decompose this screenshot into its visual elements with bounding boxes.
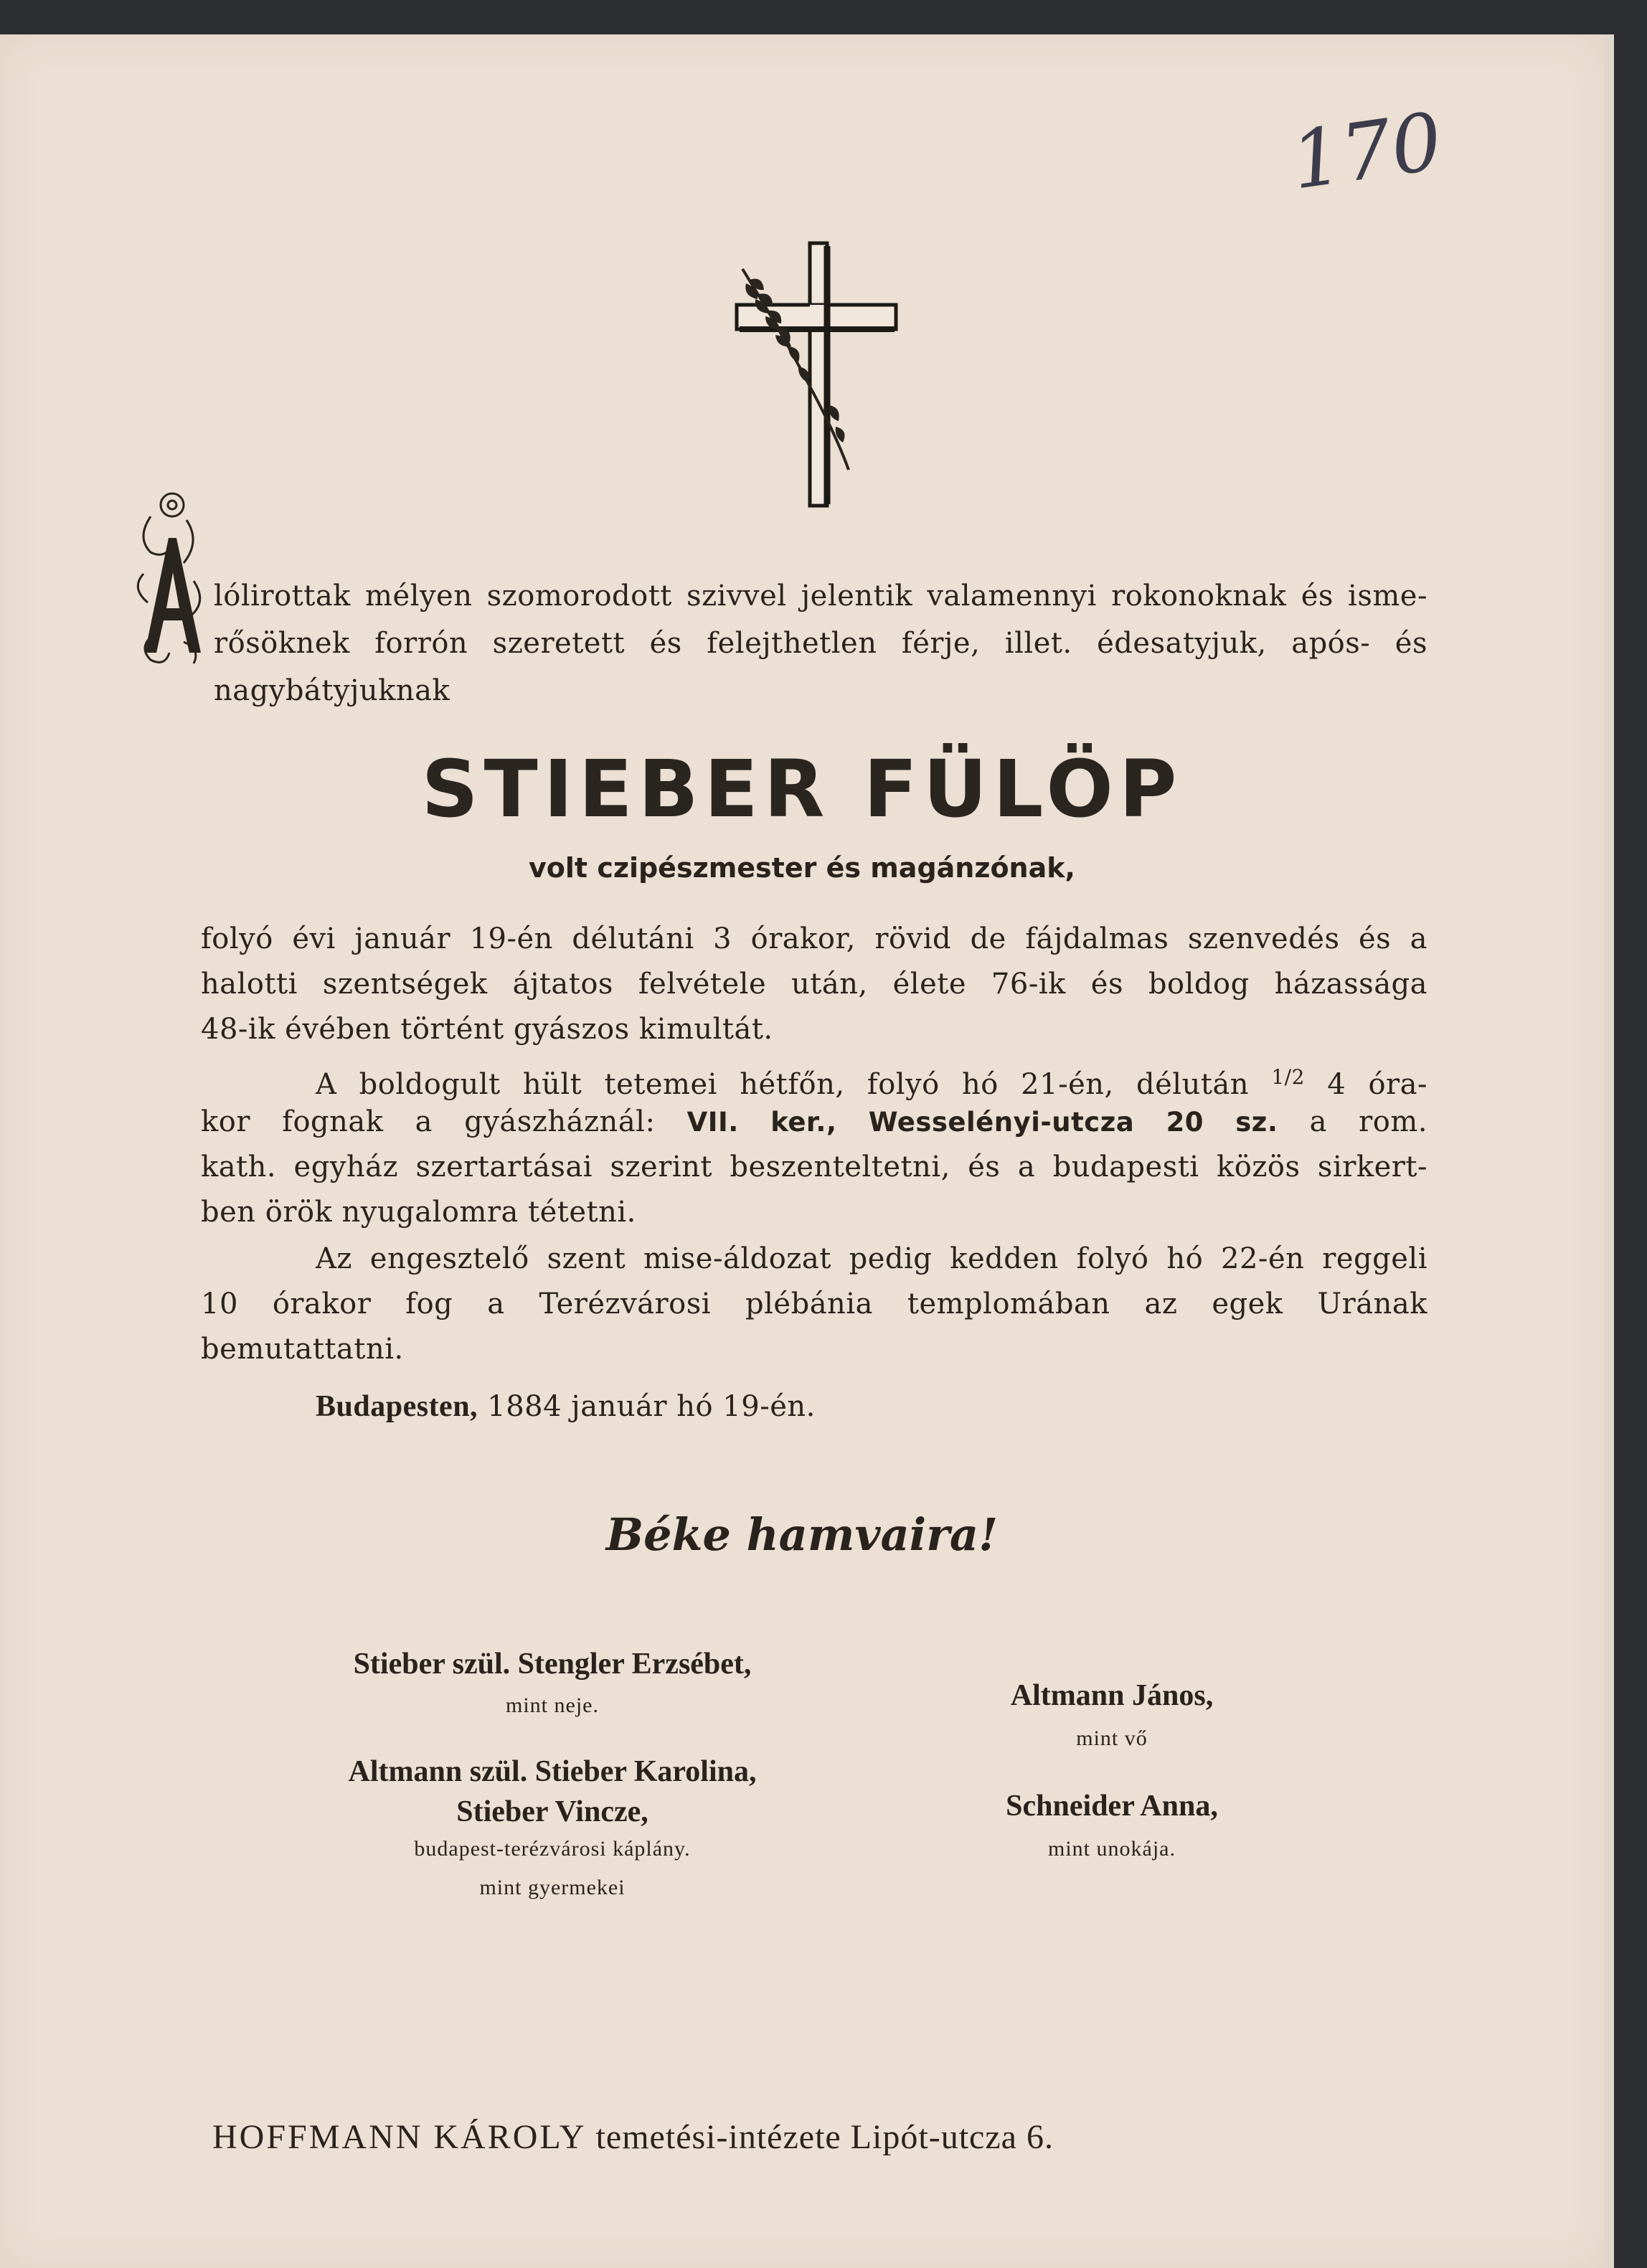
signatory-children-role: mint gyermekei: [479, 1876, 626, 1899]
deceased-occupation: volt czipészmester és magánzónak,: [529, 852, 1075, 884]
paragraph2-line1-end: 4 óra-: [1327, 1068, 1428, 1101]
peace-wish: Béke hamvaira!: [605, 1508, 999, 1561]
paragraph3-line-3: bemutattatni.: [201, 1333, 404, 1366]
ornamental-initial-a-icon: [129, 488, 209, 674]
signatory-widow: Stieber szül. Stengler Erzsébet,: [353, 1648, 752, 1681]
signatory-son-title: budapest-terézvárosi káplány.: [414, 1837, 691, 1861]
funeral-home-imprint: [212, 2116, 1145, 2159]
paragraph2-line-2: [201, 1100, 1427, 1145]
signatory-widow-role: mint neje.: [506, 1693, 599, 1717]
paragraph1-line-2: halotti szentségek ájtatos felvétele után, élete 76-ik és boldog házassága: [201, 968, 1427, 1001]
paragraph2-line-3: kath. egyház szertartásai szerint beszenteltetni, és a budapesti közös sirkert-: [201, 1150, 1427, 1183]
handwritten-archive-number: 170: [1285, 95, 1448, 207]
intro-line-3: nagybátyjuknak: [214, 674, 450, 707]
paragraph3-line-1: Az engesztelő szent mise-áldozat pedig kedden folyó hó 22-én reggeli: [316, 1242, 1427, 1275]
signatory-son-in-law-role: mint vő: [1076, 1726, 1148, 1750]
dateline: [316, 1384, 1542, 1430]
signatory-son-in-law: Altmann János,: [1010, 1679, 1214, 1712]
paragraph1-line-1: folyó évi január 19-én délutáni 3 órakor, rövid de fájdalmas szenvedés és a: [201, 922, 1427, 955]
paragraph3-line-2: 10 órakor fog a Terézvárosi plébánia templomában az egek Urának: [201, 1287, 1427, 1320]
funeral-home-firm: HOFFMANN KÁROLY: [212, 2118, 587, 2156]
district: VII. ker.,: [686, 1107, 837, 1138]
funeral-home-address: temetési-intézete Lipót-utcza 6.: [595, 2118, 1054, 2156]
deceased-name: STIEBER FÜLÖP: [421, 743, 1183, 835]
dateline-place: Budapesten,: [316, 1390, 478, 1423]
dateline-date: 1884 január hó 19-én.: [487, 1390, 816, 1423]
paper-edge: [1604, 34, 1614, 2268]
signatory-granddaughter-role: mint unokája.: [1048, 1837, 1176, 1861]
cross-with-palm-icon: [728, 240, 900, 513]
signatory-daughter: Altmann szül. Stieber Karolina,: [348, 1755, 757, 1788]
signatory-son: Stieber Vincze,: [456, 1795, 648, 1828]
signatory-granddaughter: Schneider Anna,: [1006, 1790, 1218, 1823]
paragraph2-line-4: ben örök nyugalomra tétetni.: [201, 1196, 636, 1229]
street-address: Wesselényi-utcza 20: [868, 1107, 1204, 1138]
paragraph1-line-3: 48-ik évében történt gyászos kimultát.: [201, 1013, 773, 1046]
paragraph2-line2-start: kor fognak a gyászháznál:: [201, 1105, 656, 1138]
intro-line-2: rősöknek forrón szeretett és felejthetlen férje, illet. édesatyjuk, após- és: [214, 627, 1427, 660]
house-abbrev: sz.: [1235, 1107, 1278, 1138]
paragraph2-line2-end: a rom.: [1309, 1105, 1427, 1138]
intro-line-1: lólirottak mélyen szomorodott szivvel jelentik valamennyi rokonoknak és isme-: [214, 580, 1427, 613]
fraction-half: 1/2: [1271, 1065, 1305, 1089]
paragraph2-line1-start: A boldogult hült tetemei hétfőn, folyó hó 21-én, délután: [316, 1068, 1250, 1101]
